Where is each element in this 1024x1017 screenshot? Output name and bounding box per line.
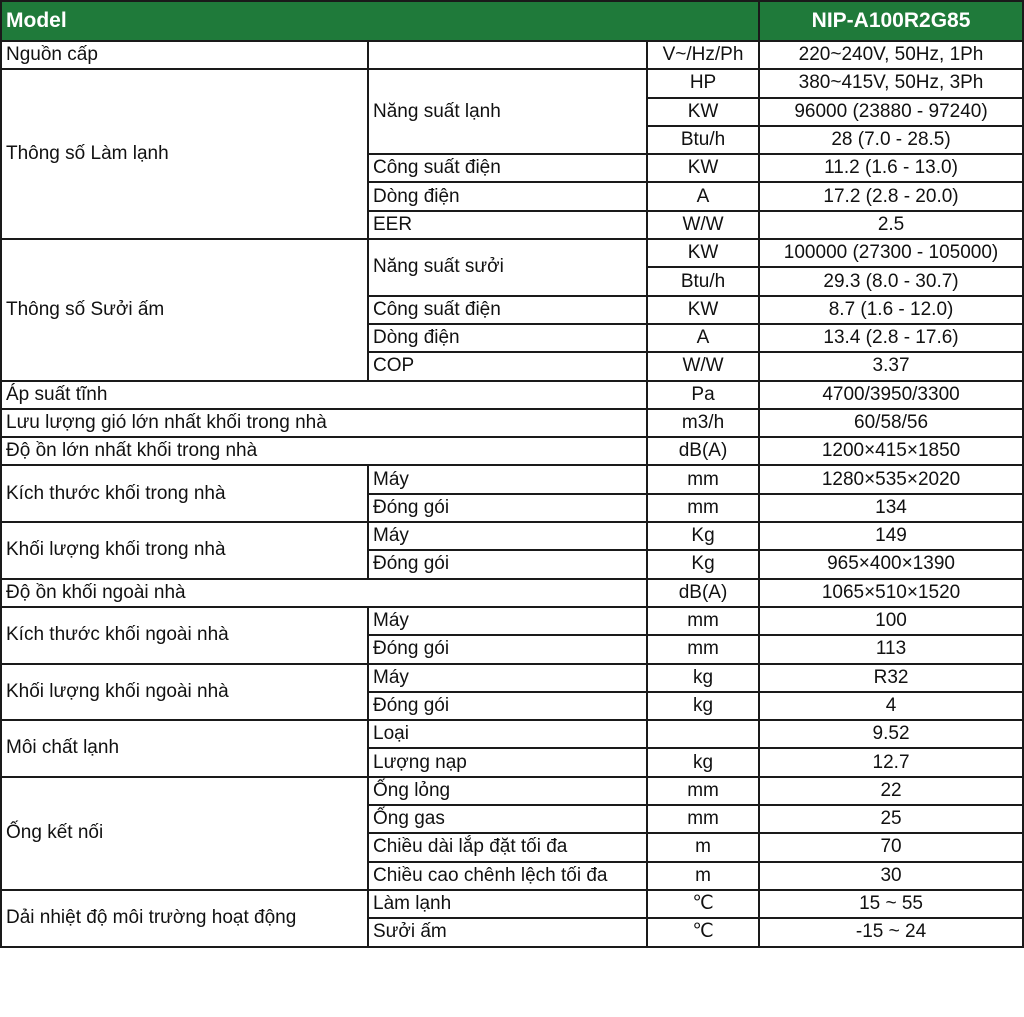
table-row [1, 465, 1023, 493]
value-cell: 1280×535×2020 [759, 465, 1023, 493]
value-cell: 100000 (27300 - 105000) [759, 239, 1023, 267]
value-cell: 965×400×1390 [759, 550, 1023, 578]
unit-cell: mm [647, 465, 759, 493]
value-cell: 12.7 [759, 748, 1023, 776]
heating-label: Thông số Sưởi ấm [1, 239, 368, 380]
unit-cell: KW [647, 296, 759, 324]
unit-cell: mm [647, 635, 759, 663]
power-unit: V~/Hz/Ph [647, 41, 759, 69]
value-cell: 22 [759, 777, 1023, 805]
sub-label-cell: Ống gas [368, 805, 647, 833]
value-cell: 28 (7.0 - 28.5) [759, 126, 1023, 154]
table-row [1, 239, 1023, 267]
sub-label-cell: Làm lạnh [368, 890, 647, 918]
airflow-label: Lưu lượng gió lớn nhất khối trong nhà [1, 409, 647, 437]
unit-cell: KW [647, 98, 759, 126]
table-row [1, 607, 1023, 635]
piping-label: Ống kết nối [1, 777, 368, 890]
outdoor-noise-label: Độ ồn khối ngoài nhà [1, 579, 647, 607]
sub-label-cell: Công suất điện [368, 154, 647, 182]
table-row [1, 522, 1023, 550]
value-cell: 134 [759, 494, 1023, 522]
value-cell: 11.2 (1.6 - 13.0) [759, 154, 1023, 182]
value-cell: 1200×415×1850 [759, 437, 1023, 465]
unit-cell: A [647, 324, 759, 352]
table-row [1, 890, 1023, 918]
heating-capacity-label: Năng suất sưởi [368, 239, 647, 296]
value-cell: 25 [759, 805, 1023, 833]
indoor-size-label: Kích thước khối trong nhà [1, 465, 368, 522]
unit-cell: Pa [647, 381, 759, 409]
sub-label-cell: Dòng điện [368, 182, 647, 210]
unit-cell: ℃ [647, 918, 759, 946]
unit-cell: Btu/h [647, 267, 759, 295]
sub-label-cell: Chiều cao chênh lệch tối đa [368, 862, 647, 890]
value-cell: 3.37 [759, 352, 1023, 380]
value-cell: 15 ~ 55 [759, 890, 1023, 918]
value-cell: 17.2 (2.8 - 20.0) [759, 182, 1023, 210]
value-cell: 4700/3950/3300 [759, 381, 1023, 409]
outdoor-size-label: Kích thước khối ngoài nhà [1, 607, 368, 664]
static-pressure-label: Áp suất tĩnh [1, 381, 647, 409]
unit-cell: KW [647, 239, 759, 267]
empty-cell [368, 41, 647, 69]
unit-cell: mm [647, 607, 759, 635]
table-row [1, 381, 1023, 409]
value-cell: 30 [759, 862, 1023, 890]
sub-label-cell: Đóng gói [368, 692, 647, 720]
value-cell: -15 ~ 24 [759, 918, 1023, 946]
unit-cell: m3/h [647, 409, 759, 437]
table-row [1, 777, 1023, 805]
value-cell: 380~415V, 50Hz, 3Ph [759, 69, 1023, 97]
value-cell: R32 [759, 664, 1023, 692]
sub-label-cell: Sưởi ấm [368, 918, 647, 946]
unit-cell: KW [647, 154, 759, 182]
sub-label-cell: Ống lỏng [368, 777, 647, 805]
header-model-label: Model [1, 1, 759, 41]
cooling-capacity-label: Năng suất lạnh [368, 69, 647, 154]
sub-label-cell: Dòng điện [368, 324, 647, 352]
unit-cell: mm [647, 805, 759, 833]
value-cell: 29.3 (8.0 - 30.7) [759, 267, 1023, 295]
value-cell: 4 [759, 692, 1023, 720]
unit-cell: ℃ [647, 890, 759, 918]
sub-label-cell: Máy [368, 607, 647, 635]
unit-cell: mm [647, 494, 759, 522]
unit-cell: kg [647, 664, 759, 692]
refrigerant-label: Môi chất lạnh [1, 720, 368, 777]
power-label: Nguồn cấp [1, 41, 368, 69]
header-row [1, 1, 1023, 41]
unit-cell: A [647, 182, 759, 210]
value-cell: 2.5 [759, 211, 1023, 239]
power-value: 220~240V, 50Hz, 1Ph [759, 41, 1023, 69]
value-cell: 70 [759, 833, 1023, 861]
cooling-label: Thông số Làm lạnh [1, 69, 368, 239]
ambient-label: Dải nhiệt độ môi trường hoạt động [1, 890, 368, 947]
unit-cell: dB(A) [647, 437, 759, 465]
table-row [1, 720, 1023, 748]
sub-label-cell: Máy [368, 522, 647, 550]
sub-label-cell: Đóng gói [368, 635, 647, 663]
unit-cell: m [647, 862, 759, 890]
unit-cell: kg [647, 748, 759, 776]
value-cell: 100 [759, 607, 1023, 635]
sub-label-cell: Đóng gói [368, 494, 647, 522]
unit-cell: m [647, 833, 759, 861]
unit-cell: Btu/h [647, 126, 759, 154]
unit-cell: Kg [647, 550, 759, 578]
table-row [1, 69, 1023, 97]
sub-label-cell: Lượng nạp [368, 748, 647, 776]
unit-cell: Kg [647, 522, 759, 550]
value-cell: 60/58/56 [759, 409, 1023, 437]
table-row [1, 579, 1023, 607]
unit-cell: dB(A) [647, 579, 759, 607]
unit-cell: W/W [647, 211, 759, 239]
sub-label-cell: Máy [368, 664, 647, 692]
sub-label-cell: Loại [368, 720, 647, 748]
value-cell: 149 [759, 522, 1023, 550]
unit-cell: kg [647, 692, 759, 720]
unit-cell: HP [647, 69, 759, 97]
indoor-noise-label: Độ ồn lớn nhất khối trong nhà [1, 437, 647, 465]
sub-label-cell: Công suất điện [368, 296, 647, 324]
sub-label-cell: EER [368, 211, 647, 239]
indoor-weight-label: Khối lượng khối trong nhà [1, 522, 368, 579]
value-cell: 113 [759, 635, 1023, 663]
unit-cell: W/W [647, 352, 759, 380]
outdoor-weight-label: Khối lượng khối ngoài nhà [1, 664, 368, 721]
table-row [1, 437, 1023, 465]
value-cell: 1065×510×1520 [759, 579, 1023, 607]
table-row [1, 664, 1023, 692]
value-cell: 9.52 [759, 720, 1023, 748]
unit-cell [647, 720, 759, 748]
sub-label-cell: COP [368, 352, 647, 380]
sub-label-cell: Đóng gói [368, 550, 647, 578]
sub-label-cell: Chiều dài lắp đặt tối đa [368, 833, 647, 861]
header-model-value: NIP-A100R2G85 [759, 1, 1023, 41]
unit-cell: mm [647, 777, 759, 805]
value-cell: 8.7 (1.6 - 12.0) [759, 296, 1023, 324]
value-cell: 13.4 (2.8 - 17.6) [759, 324, 1023, 352]
table-row [1, 41, 1023, 69]
sub-label-cell: Máy [368, 465, 647, 493]
value-cell: 96000 (23880 - 97240) [759, 98, 1023, 126]
table-row [1, 409, 1023, 437]
